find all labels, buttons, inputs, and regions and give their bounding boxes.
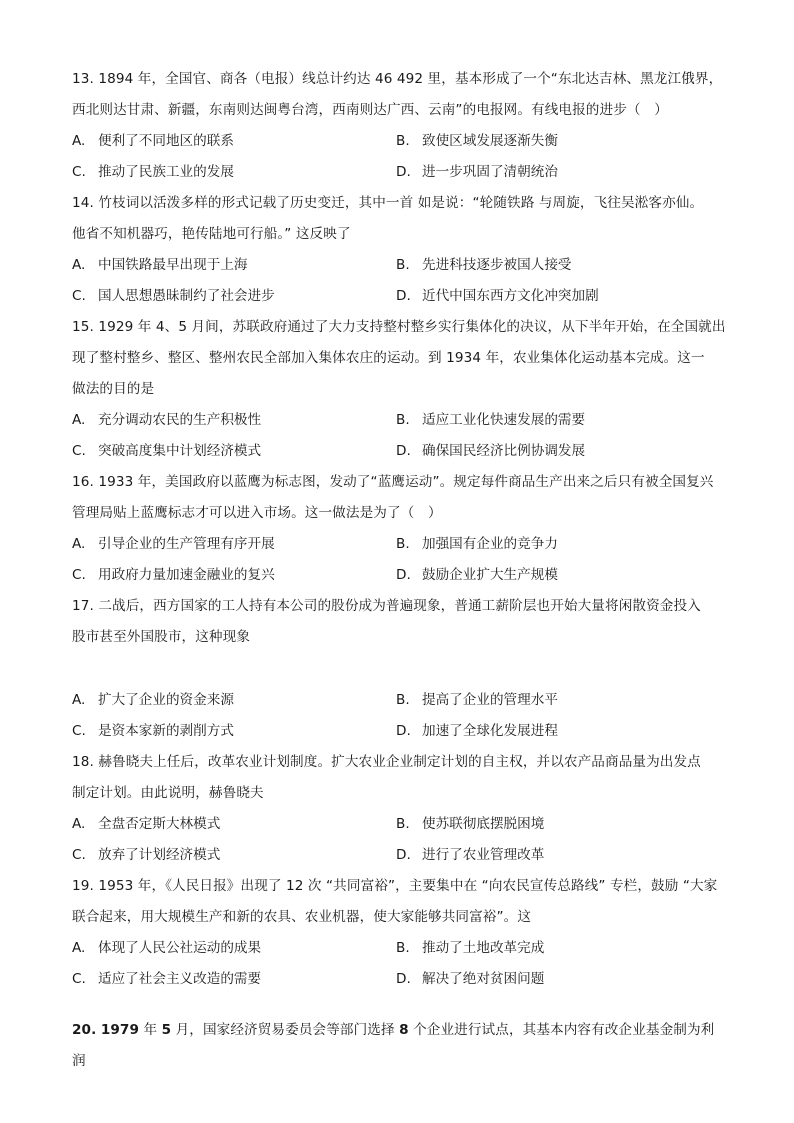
question-stem-line: 现了整村整乡、整区、整州农民全部加入集体农庄的运动。到 1934 年，农业集体化运动基本完成。这一 — [72, 350, 705, 366]
question-stem-line: 15. 1929 年 4、5 月间，苏联政府通过了大力支持整村整乡实行集体化的决议，从下半年开始，在全国就出 — [72, 319, 726, 335]
option-text: 用政府力量加速金融业的复兴 — [98, 567, 275, 583]
answer-option[interactable] — [72, 436, 396, 467]
question-stem-line: 14. 竹枝词以活泼多样的形式记载了历史变迁，其中一首 如是说：“轮随铁路 与周旋，飞往吴淞客亦仙。 — [72, 195, 704, 211]
option-text: 适应工业化快速发展的需要 — [422, 412, 586, 428]
option-text: 解决了绝对贫困问题 — [422, 971, 545, 987]
answer-option[interactable] — [72, 157, 396, 188]
option-letter: A. — [72, 816, 86, 832]
question-block — [72, 312, 728, 467]
options-grid — [72, 250, 728, 312]
question-stem-line: 19. 1953 年，《人民日报》出现了 12 次 “共同富裕”，主要集中在 “向农民宣传总路线” 专栏，鼓励 “大家 — [72, 878, 718, 894]
option-text: 全盘否定斯大林模式 — [98, 816, 221, 832]
answer-option[interactable] — [72, 281, 396, 312]
question-20-count: 8 — [399, 1022, 409, 1038]
answer-option[interactable] — [72, 126, 396, 157]
answer-option[interactable] — [72, 529, 396, 560]
option-letter: D. — [396, 164, 411, 180]
question-stem-line: 制定计划。由此说明，赫鲁晓夫 — [72, 785, 264, 801]
option-letter: B. — [396, 133, 410, 149]
option-letter: C. — [72, 971, 86, 987]
answer-option[interactable] — [396, 281, 728, 312]
option-text: 引导企业的生产管理有序开展 — [98, 536, 275, 552]
option-letter: D. — [396, 723, 411, 739]
answer-option[interactable] — [72, 964, 396, 995]
answer-option[interactable] — [72, 933, 396, 964]
blank-space — [72, 653, 728, 685]
option-text: 充分调动农民的生产积极性 — [98, 412, 262, 428]
options-grid — [72, 405, 728, 467]
answer-option[interactable] — [396, 716, 728, 747]
answer-option[interactable] — [396, 157, 728, 188]
option-letter: B. — [396, 940, 410, 956]
answer-option[interactable] — [396, 840, 728, 871]
question-stem-line: 16. 1933 年，美国政府以蓝鹰为标志图，发动了“蓝鹰运动”。规定每件商品生产出来之后只有被全国复兴 — [72, 474, 714, 490]
answer-option[interactable] — [396, 685, 728, 716]
answer-option[interactable] — [396, 560, 728, 591]
question-stem-line: 股市甚至外国股市，这种现象 — [72, 629, 251, 645]
answer-option[interactable] — [396, 809, 728, 840]
option-letter: C. — [72, 443, 86, 459]
answer-option[interactable] — [396, 964, 728, 995]
option-letter: D. — [396, 567, 411, 583]
answer-option[interactable] — [72, 250, 396, 281]
question-block — [72, 64, 728, 188]
option-text: 使苏联彻底摆脱困境 — [422, 816, 545, 832]
options-grid — [72, 685, 728, 747]
option-letter: C. — [72, 723, 86, 739]
question-stem-line: 做法的目的是 — [72, 381, 155, 397]
option-text: 近代中国东西方文化冲突加剧 — [422, 288, 599, 304]
answer-option[interactable] — [396, 126, 728, 157]
question-20-number: 20. — [72, 1022, 97, 1038]
option-letter: A. — [72, 133, 86, 149]
question-20-month: 5 — [161, 1022, 172, 1038]
option-letter: A. — [72, 692, 86, 708]
option-text: 适应了社会主义改造的需要 — [98, 971, 262, 987]
option-letter: B. — [396, 257, 410, 273]
option-text: 进行了农业管理改革 — [422, 847, 545, 863]
option-letter: A. — [72, 412, 86, 428]
option-letter: B. — [396, 412, 410, 428]
question-stem-line: 管理局贴上蓝鹰标志才可以进入市场。这一做法是为了（ ） — [72, 505, 442, 521]
option-text: 鼓励企业扩大生产规模 — [422, 567, 558, 583]
question-block — [72, 591, 728, 747]
option-text: 突破高度集中计划经济模式 — [98, 443, 262, 459]
options-grid — [72, 529, 728, 591]
options-grid — [72, 933, 728, 995]
answer-option[interactable] — [72, 685, 396, 716]
answer-option[interactable] — [396, 250, 728, 281]
option-text: 加强国有企业的竞争力 — [422, 536, 558, 552]
question-stem-line: 13. 1894 年，全国官、商各（电报）线总计约达 46 492 里，基本形成了一个“东北达吉林、黑龙江俄界， — [72, 71, 723, 87]
option-letter: A. — [72, 257, 86, 273]
option-text: 体现了人民公社运动的成果 — [98, 940, 262, 956]
answer-option[interactable] — [72, 405, 396, 436]
answer-option[interactable] — [72, 716, 396, 747]
answer-option[interactable] — [396, 436, 728, 467]
question-20-year: 1979 — [100, 1022, 140, 1038]
answer-option[interactable] — [396, 405, 728, 436]
question-20-text-3: 个企业进行试点，其基本内容有改企业基金制为利润 — [72, 1022, 715, 1069]
option-text: 确保国民经济比例协调发展 — [422, 443, 586, 459]
option-text: 推动了土地改革完成 — [422, 940, 545, 956]
option-text: 提高了企业的管理水平 — [422, 692, 558, 708]
exam-page — [72, 64, 728, 995]
option-letter: B. — [396, 536, 410, 552]
question-stem-line: 17. 二战后，西方国家的工人持有本公司的股份成为普遍现象，普通工薪阶层也开始大量将闲散资金投入 — [72, 598, 701, 614]
option-text: 先进科技逐步被国人接受 — [422, 257, 572, 273]
question-stem-line: 18. 赫鲁晓夫上任后，改革农业计划制度。扩大农业企业制定计划的自主权，并以农产品商品量为出发点 — [72, 754, 701, 770]
question-20-text-2: 月，国家经济贸易委员会等部门选择 — [171, 1022, 400, 1038]
question-stem-line: 西北则达甘肃、新疆，东南则达闽粤台湾，西南则达广西、云南”的电报网。有线电报的进步（ ） — [72, 102, 668, 118]
option-letter: A. — [72, 940, 86, 956]
option-letter: C. — [72, 164, 86, 180]
answer-option[interactable] — [72, 809, 396, 840]
question-stem-line: 他省不知机器巧，艳传陆地可行船。” 这反映了 — [72, 226, 351, 242]
answer-option[interactable] — [396, 933, 728, 964]
option-letter: A. — [72, 536, 86, 552]
option-letter: C. — [72, 567, 86, 583]
option-letter: B. — [396, 692, 410, 708]
question-block — [72, 467, 728, 591]
question-stem-line: 联合起来，用大规模生产和新的农具、农业机器，使大家能够共同富裕”。这 — [72, 909, 532, 925]
question-block — [72, 747, 728, 871]
option-text: 是资本家新的剥削方式 — [98, 723, 234, 739]
option-text: 便利了不同地区的联系 — [98, 133, 234, 149]
question-block — [72, 188, 728, 312]
option-text: 致使区域发展逐渐失衡 — [422, 133, 558, 149]
option-text: 中国铁路最早出现于上海 — [98, 257, 248, 273]
options-grid — [72, 126, 728, 188]
option-letter: B. — [396, 816, 410, 832]
options-grid — [72, 809, 728, 871]
option-letter: D. — [396, 971, 411, 987]
option-text: 推动了民族工业的发展 — [98, 164, 234, 180]
option-letter: D. — [396, 443, 411, 459]
option-text: 进一步巩固了清朝统治 — [422, 164, 558, 180]
option-text: 放弃了计划经济模式 — [98, 847, 221, 863]
option-letter: C. — [72, 847, 86, 863]
option-text: 国人思想愚昧制约了社会进步 — [98, 288, 275, 304]
option-letter: D. — [396, 288, 411, 304]
answer-option[interactable] — [396, 529, 728, 560]
question-20 — [72, 1015, 728, 1077]
question-20-text-1: 年 — [139, 1022, 162, 1038]
option-text: 扩大了企业的资金来源 — [98, 692, 234, 708]
answer-option[interactable] — [72, 560, 396, 591]
option-letter: D. — [396, 847, 411, 863]
question-block — [72, 871, 728, 995]
option-text: 加速了全球化发展进程 — [422, 723, 558, 739]
question-20-stem — [72, 1015, 728, 1077]
option-letter: C. — [72, 288, 86, 304]
answer-option[interactable] — [72, 840, 396, 871]
